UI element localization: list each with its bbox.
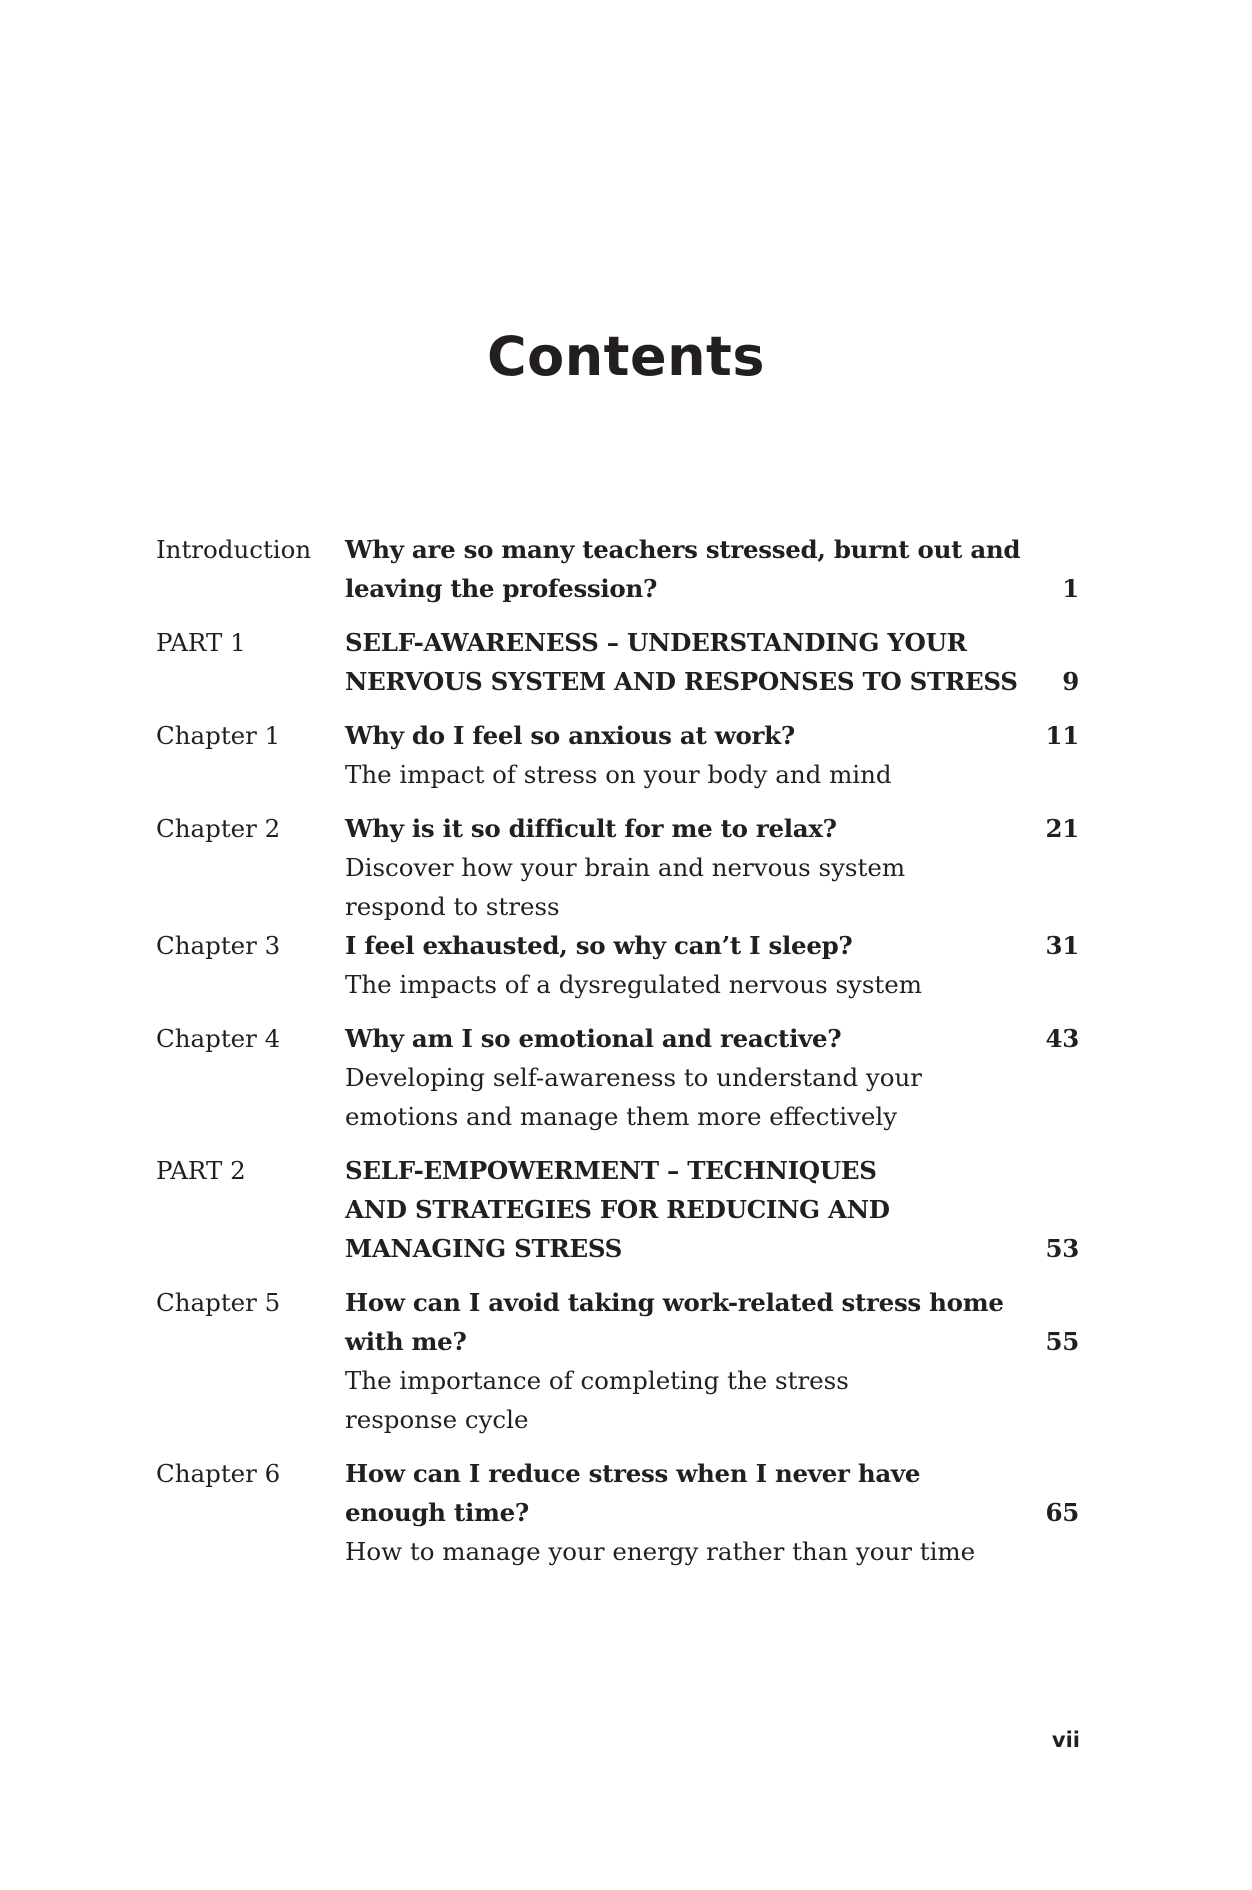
toc-entry-body — [345, 716, 1079, 794]
toc-entry-title-text: SELF-AWARENESS – UNDERSTANDING YOUR — [345, 628, 967, 657]
toc-entry-title-line — [345, 716, 1079, 755]
toc-entry-title-line — [345, 530, 1050, 569]
toc-entry-title-line — [345, 662, 1079, 701]
table-of-contents — [156, 530, 1080, 1586]
toc-entry-label: PART 2 — [156, 1156, 246, 1185]
toc-entry-title-line — [345, 809, 1079, 848]
toc-entry-title-text: enough time? — [345, 1498, 529, 1527]
toc-entry-body — [345, 1454, 1079, 1571]
toc-entry-page: 55 — [1045, 1327, 1079, 1356]
toc-entry-page: 11 — [1045, 721, 1079, 750]
toc-entry-body — [345, 530, 1079, 608]
toc-entry — [156, 926, 1080, 1004]
toc-entry-title-line — [345, 569, 1079, 608]
toc-entry-subtitle-line: The impacts of a dysregulated nervous system — [345, 970, 923, 999]
toc-entry-page: 1 — [1062, 574, 1079, 603]
toc-entry-title-text: MANAGING STRESS — [345, 1234, 623, 1263]
toc-entry-subtitle-line: emotions and manage them more effectively — [345, 1102, 898, 1131]
toc-entry-label: Chapter 3 — [156, 931, 281, 960]
toc-entry-label: Introduction — [156, 535, 312, 564]
toc-entry — [156, 809, 1080, 926]
toc-entry-title-text: Why am I so emotional and reactive? — [345, 1024, 842, 1053]
toc-entry-body — [345, 1283, 1079, 1439]
toc-entry-label: PART 1 — [156, 628, 246, 657]
toc-entry-title-text: AND STRATEGIES FOR REDUCING AND — [345, 1195, 890, 1224]
toc-entry-subtitle-line: response cycle — [345, 1405, 529, 1434]
toc-entry — [156, 1019, 1080, 1136]
toc-entry-body — [345, 1151, 1079, 1268]
toc-entry-subtitle-line: respond to stress — [345, 892, 560, 921]
toc-entry-title-text: with me? — [345, 1327, 467, 1356]
toc-entry-label: Chapter 6 — [156, 1459, 281, 1488]
toc-entry-page: 31 — [1045, 931, 1079, 960]
toc-entry-title-text: I feel exhausted, so why can’t I sleep? — [345, 931, 853, 960]
toc-entry-title-text: Why is it so difficult for me to relax? — [345, 814, 837, 843]
toc-entry-title-line — [345, 1019, 1079, 1058]
toc-entry — [156, 623, 1080, 701]
toc-entry-label: Chapter 4 — [156, 1024, 281, 1053]
toc-entry-page: 9 — [1062, 667, 1079, 696]
toc-entry — [156, 1151, 1080, 1268]
toc-entry-label: Chapter 1 — [156, 721, 281, 750]
toc-entry-title-line — [345, 623, 1050, 662]
toc-entry-title-line — [345, 1283, 1050, 1322]
toc-entry-title-line — [345, 1229, 1079, 1268]
toc-entry-title-line — [345, 1493, 1079, 1532]
toc-entry — [156, 1454, 1080, 1571]
toc-entry-body — [345, 926, 1079, 1004]
toc-entry-title-line — [345, 1322, 1079, 1361]
toc-entry-title-text: NERVOUS SYSTEM AND RESPONSES TO STRESS — [345, 667, 1018, 696]
toc-entry — [156, 530, 1080, 608]
toc-entry — [156, 716, 1080, 794]
toc-entry-subtitle-line: Discover how your brain and nervous system — [345, 853, 906, 882]
toc-entry-subtitle-line: Developing self-awareness to understand your — [345, 1063, 923, 1092]
toc-entry-title-line — [345, 1454, 1050, 1493]
toc-entry — [156, 1283, 1080, 1439]
toc-entry-title-line — [345, 926, 1079, 965]
toc-entry-subtitle-line: The importance of completing the stress — [345, 1366, 849, 1395]
toc-entry-label: Chapter 2 — [156, 814, 281, 843]
toc-entry-page: 21 — [1045, 814, 1079, 843]
toc-entry-title-text: Why are so many teachers stressed, burnt out and — [345, 535, 1021, 564]
toc-entry-subtitle-line: The impact of stress on your body and mind — [345, 760, 892, 789]
toc-entry-title-text: How can I reduce stress when I never have — [345, 1459, 921, 1488]
toc-entry-title-line — [345, 1151, 1050, 1190]
toc-entry-subtitle-line: How to manage your energy rather than your time — [345, 1537, 976, 1566]
toc-entry-title-line — [345, 1190, 1050, 1229]
toc-entry-title-text: SELF-EMPOWERMENT – TECHNIQUES — [345, 1156, 877, 1185]
page-number: vii — [1051, 1728, 1080, 1752]
toc-entry-title-text: Why do I feel so anxious at work? — [345, 721, 795, 750]
toc-entry-page: 43 — [1045, 1024, 1079, 1053]
toc-entry-body — [345, 1019, 1079, 1136]
toc-entry-title-text: How can I avoid taking work-related stress home — [345, 1288, 1004, 1317]
toc-entry-body — [345, 809, 1079, 926]
toc-entry-body — [345, 623, 1079, 701]
toc-entry-page: 53 — [1045, 1234, 1079, 1263]
toc-entry-title-text: leaving the profession? — [345, 574, 658, 603]
toc-entry-label: Chapter 5 — [156, 1288, 281, 1317]
toc-entry-page: 65 — [1045, 1498, 1079, 1527]
page-title: Contents — [486, 325, 765, 388]
